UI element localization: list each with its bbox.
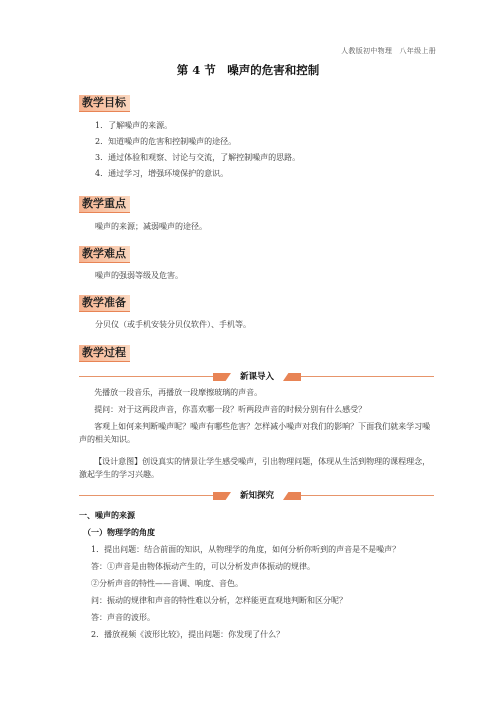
intro-line-1: 先播放一段音乐，再播放一段摩擦玻璃的声音。 [94, 388, 263, 397]
book-header: 人教版初中物理 八年级上册 [341, 47, 436, 55]
explore-divider [79, 490, 434, 502]
goal-item-2: 2．知道噪声的危害和控制噪声的途径。 [95, 137, 237, 146]
goal-item-4: 4．通过学习，增强环境保护的意识。 [95, 169, 229, 178]
intro-divider [79, 371, 434, 383]
explore-line-3: ②分析声音的特性——音调、响度、音色。 [91, 579, 243, 588]
part1-title: 一、噪声的来源 [79, 510, 135, 520]
sub1-title: （一）物理学的角度 [83, 527, 155, 537]
preparation-text: 分贝仪（或手机安装分贝仪软件）、手机等。 [95, 320, 251, 329]
section-title: 第 4 节 噪声的危害和控制 [176, 63, 320, 77]
explore-label: 新知探究 [213, 490, 301, 502]
intro-label: 新课导入 [213, 371, 301, 383]
heading-process: 教学过程 [79, 345, 130, 362]
explore-line-1: 1．提出问题：结合前面的知识，从物理学的角度，如何分析你听到的声音是不是噪声？ [91, 545, 401, 554]
heading-key-points: 教学重点 [79, 196, 130, 213]
difficulties-text: 噪声的强弱等级及危害。 [95, 271, 183, 280]
explore-line-6: 2．播放视频《波形比较》，提出问题：你发现了什么？ [91, 630, 285, 639]
explore-line-4: 问：振动的规律和声音的特性难以分析，怎样能更直观地判断和区分呢？ [91, 596, 347, 605]
goal-item-1: 1．了解噪声的来源。 [95, 121, 173, 130]
heading-goals: 教学目标 [79, 95, 130, 112]
intro-line-2: 提问：对于这两段声音，你喜欢哪一段？听两段声音的时候分别有什么感受？ [94, 405, 367, 414]
key-points-text: 噪声的来源；减弱噪声的途径。 [95, 222, 207, 231]
goal-item-3: 3．通过体验和观察、讨论与交流，了解控制噪声的思路。 [95, 153, 301, 162]
heading-preparation: 教学准备 [79, 295, 130, 312]
intro-line-3: 客观上如何来判断噪声呢？噪声有哪些危害？怎样减小噪声对我们的影响？下面我们就来学习噪声的相关知识。 [79, 422, 431, 445]
design-intent: 【设计意图】创设真实的情景让学生感受噪声，引出物理问题，体现从生活到物理的课程理念，激起学生的学习兴趣。 [79, 457, 431, 480]
heading-difficulties: 教学难点 [79, 246, 130, 263]
explore-line-2: 答：①声音是由物体振动产生的，可以分析发声体振动的规律。 [91, 562, 315, 571]
explore-line-5: 答：声音的波形。 [91, 613, 155, 622]
